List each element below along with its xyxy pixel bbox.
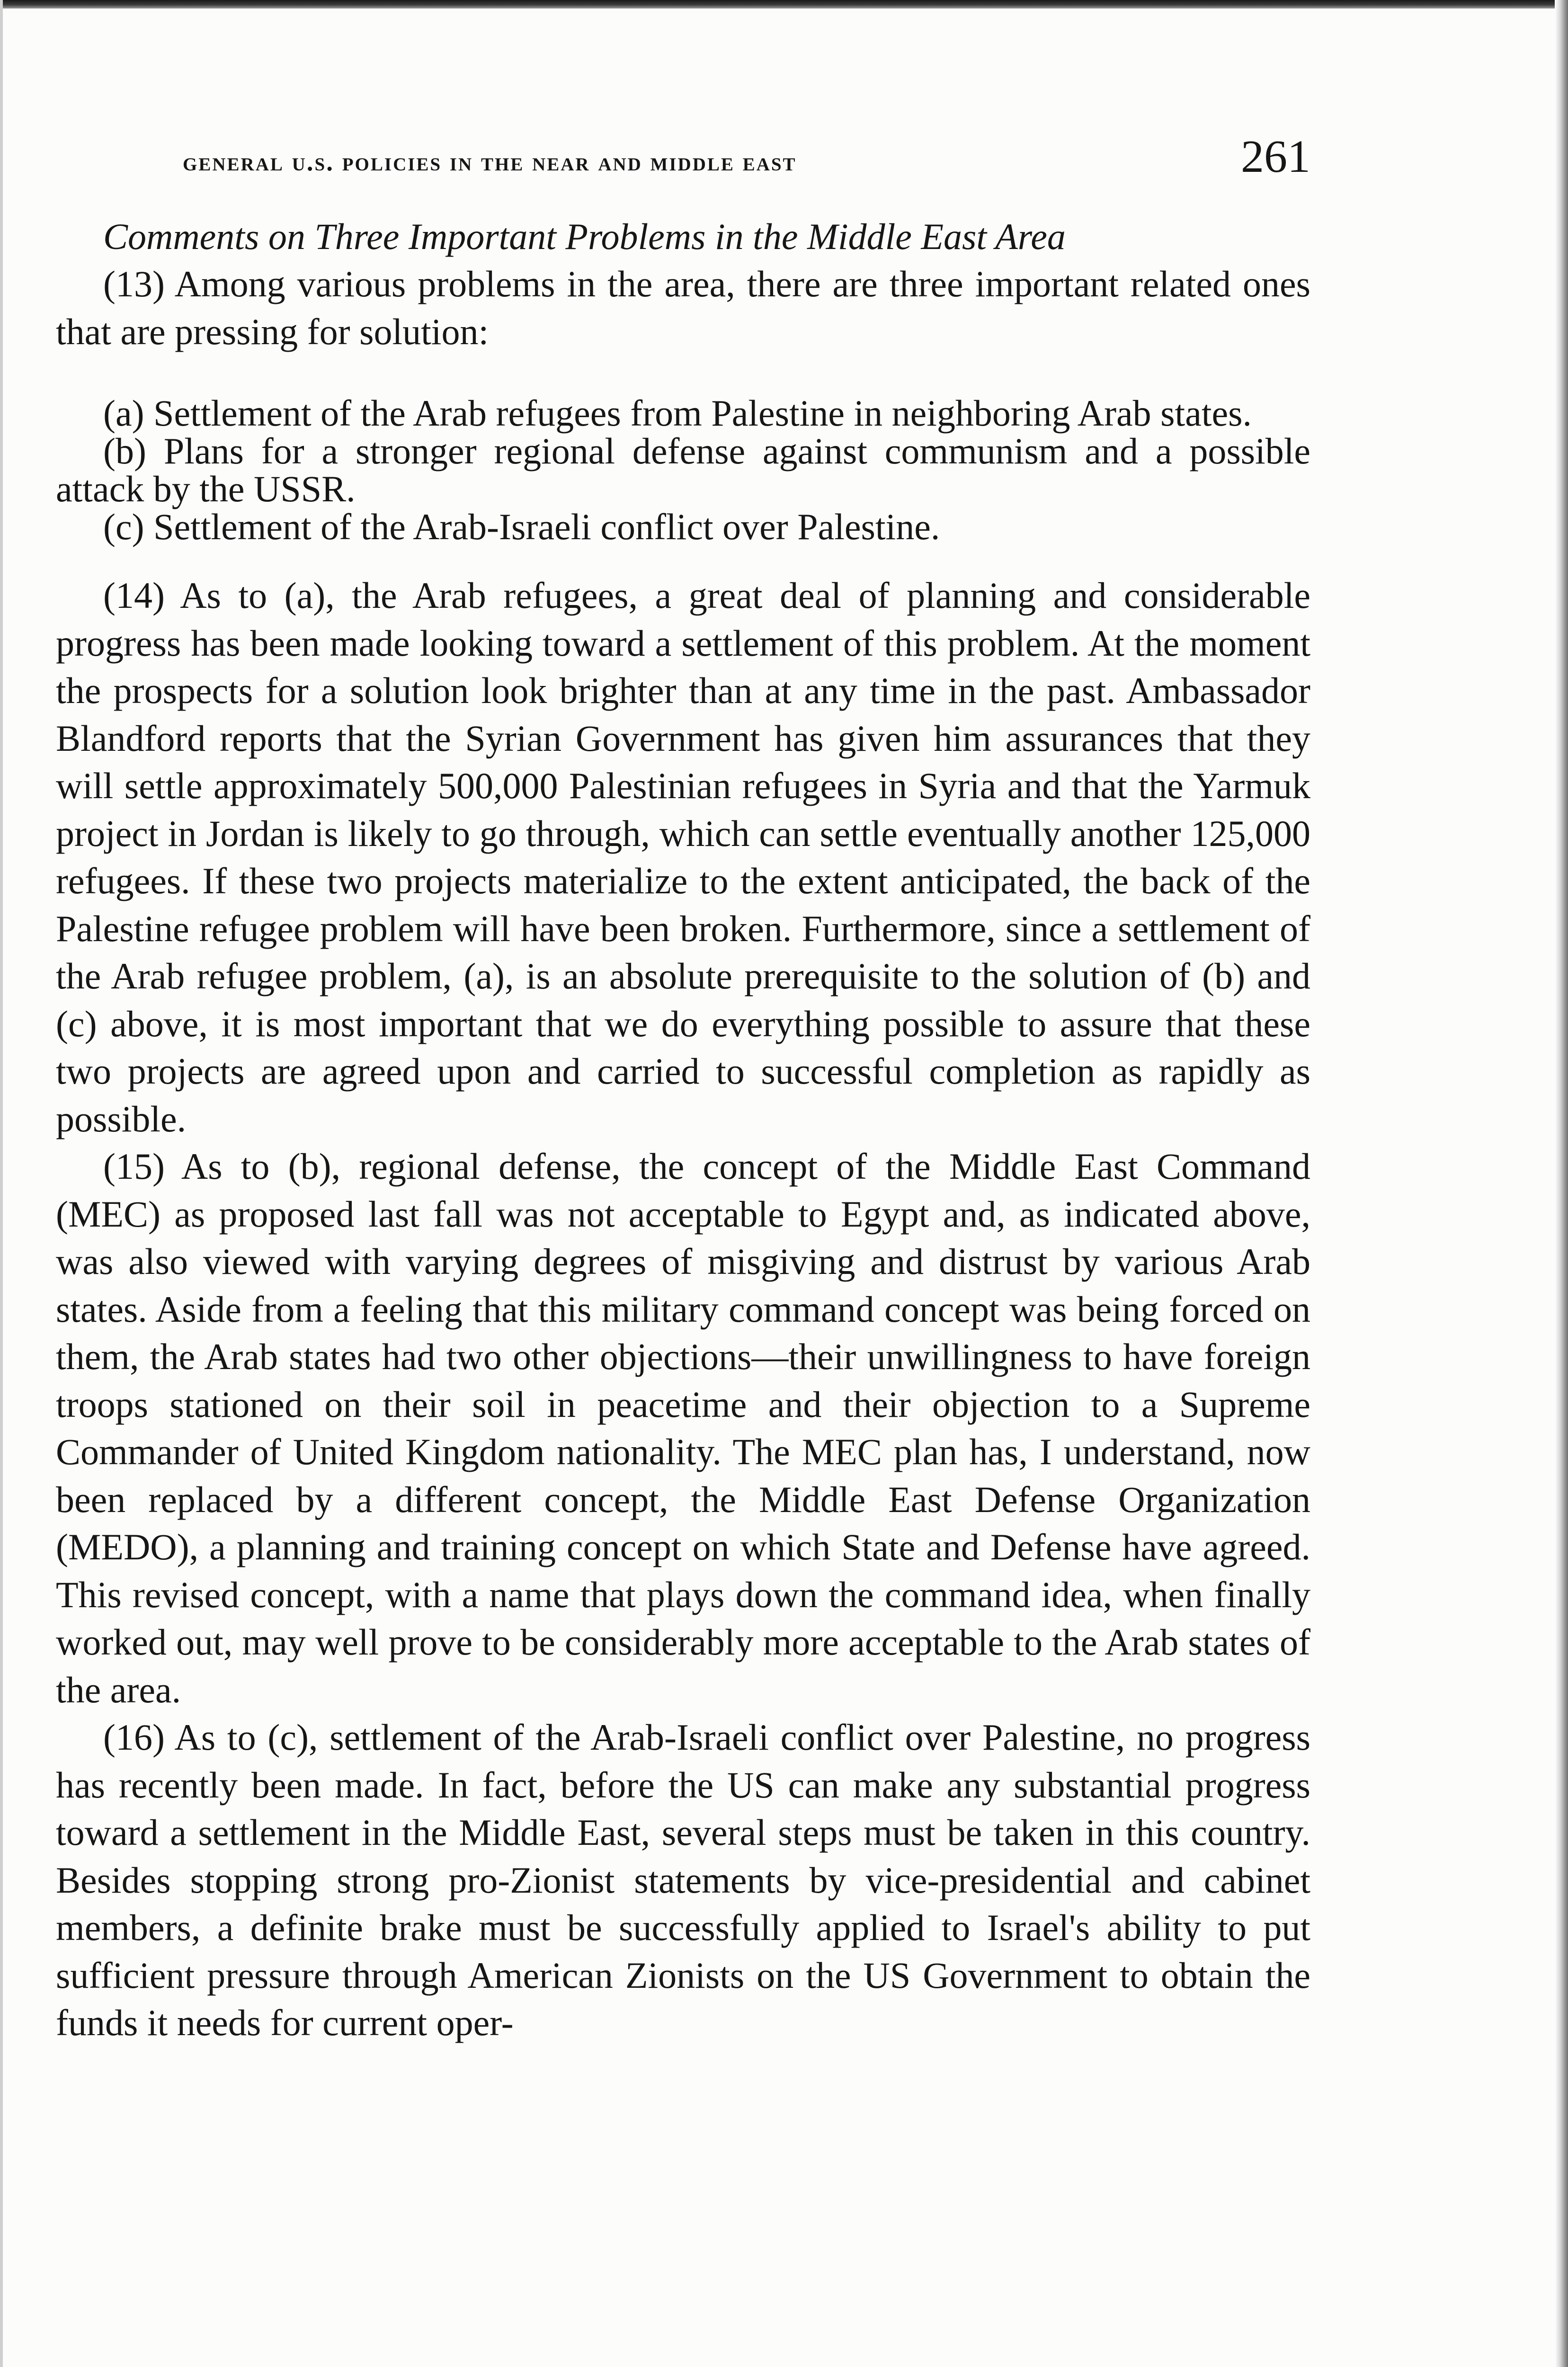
list-item-b: (b) Plans for a stronger regional defense against communism and a possible attack by the USSR. bbox=[56, 430, 1310, 509]
scan-top-edge bbox=[0, 0, 1568, 9]
section-title: Comments on Three Important Problems in the Middle East Area bbox=[103, 216, 1066, 257]
scan-left-edge bbox=[0, 0, 3, 2367]
paragraph-15: (15) As to (b), regional defense, the concept of the Middle East Command (MEC) as proposed last fall was not acceptable to Egypt and, as indicated above, was also viewed with varying degrees of misgiving and distrust by various Arab states. Aside from a feeling that this military command concept was being forced on them, the Arab states had two other objections—their unwillingness to have foreign troops stationed on their soil in peacetime and their objection to a Supreme Commander of United Kingdom nationality. The MEC plan has, I understand, now been replaced by a different concept, the Middle East Defense Organization (MEDO), a planning and training concept on which State and Defense have agreed. This revised concept, with a name that plays down the command idea, when finally worked out, may well prove to be considerably more acceptable to the Arab states of the area. bbox=[56, 1146, 1310, 1710]
spacer bbox=[56, 546, 1310, 572]
page-content bbox=[56, 124, 1310, 2047]
list-item-a: (a) Settlement of the Arab refugees from Palestine in neighboring Arab states. bbox=[103, 392, 1252, 434]
paragraph-14: (14) As to (a), the Arab refugees, a great deal of planning and considerable progress has been made looking toward a settlement of this problem. At the moment the prospects for a solution look brighter than at any time in the past. Ambassador Blandford reports that the Syrian Government has given him assurances that they will settle approximately 500,000 Palestinian refugees in Syria and that the Yarmuk project in Jordan is likely to go through, which can settle eventually another 125,000 refugees. If these two projects materialize to the extent anticipated, the back of the Palestine refugee problem will have been broken. Furthermore, since a settlement of the Arab refugee problem, (a), is an absolute prerequisite to the solution of (b) and (c) above, it is most important that we do everything possible to assure that these two projects are agreed upon and carried to successful completion as rapidly as possible. bbox=[56, 575, 1310, 1139]
spacer bbox=[56, 370, 1310, 394]
scan-right-edge bbox=[1555, 0, 1568, 2367]
paragraph-13: (13) Among various problems in the area, there are three important related ones that are pressing for solution: bbox=[56, 263, 1310, 352]
running-title: general u.s. policies in the near and middle east bbox=[183, 147, 797, 176]
running-head bbox=[56, 124, 1310, 195]
paragraph-16: (16) As to (c), settlement of the Arab-Israeli conflict over Palestine, no progress has recently been made. In fact, before the US can make any substantial progress toward a settlement in the Middle East, several steps must be taken in this country. Besides stopping strong pro-Zionist statements by vice-presidential and cabinet members, a definite brake must be successfully applied to Israel's ability to put sufficient pressure through American Zionists on the US Government to obtain the funds it needs for current oper- bbox=[56, 1717, 1310, 2043]
list-item-c: (c) Settlement of the Arab-Israeli conflict over Palestine. bbox=[103, 506, 940, 547]
page-number: 261 bbox=[1241, 131, 1310, 182]
